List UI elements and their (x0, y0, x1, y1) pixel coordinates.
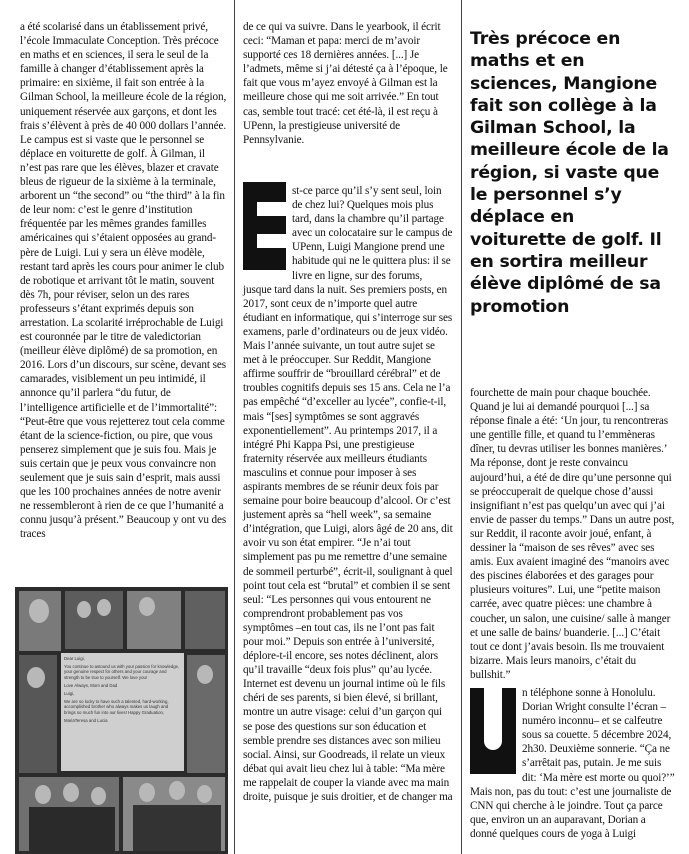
dropcap-u (470, 688, 516, 774)
photo-suits (133, 805, 221, 851)
photo-face (139, 783, 155, 802)
note-body: We are so lucky to have such a talented, hard-working, accomplished brother who always makes us laugh and brings so much fun into our lives! Happy Graduation, (64, 699, 169, 715)
photo-face (97, 599, 111, 616)
photo-face (169, 781, 185, 800)
article-column-3-bottom (470, 686, 675, 841)
photo-suits (29, 807, 115, 851)
body-paragraph: de ce qui va suivre. Dans le yearbook, il écrit ceci: “Maman et papa: merci de m’avoir supporté ces 18 dernières années. [...] Je l’admets, même si j’ai détesté ça à l’époque, le fait que vous m’ayez envoyé à Gilman est la meilleure chose qui me soit arrivée.” En tout cas, semble tout tracé: cet été-là, il est reçu à UPenn, la prestigieuse université de Pennsylvanie. (243, 21, 448, 146)
photo-face (91, 787, 106, 805)
note-signature: MariaTeresa and Lucia (64, 717, 108, 723)
photo-face (27, 667, 45, 688)
photo-face (77, 601, 91, 618)
body-paragraph: a été scolarisé dans un établissement privé, l’école Immaculate Conception. Très précoce en maths et en sciences, il sera le seul de la famille à changer d’établissement après la primaire: en sixième, il fait son entrée à la Gilman School, la meilleure école de la région, uniquement réservée aux garçons, et dont les frais s’élèvent à près de 40 000 dollars l’année. Le campus est si vaste que le personnel se déplace en voiturette de golf. À Gilman, il n’est pas rare que les élèves, blazer et cravate bleus de rigueur de la sixième à la terminale, arborent un “the second” ou “the third” à la fin de leur nom: c’est le genre d’institution fréquentée par les mêmes grandes familles américaines qui s’étaient opposées au grand-père de Luigi. Lui y sera un élève modèle, restant tard après les cours pour animer le club de robotique et arrivant tôt le matin, souvent dès 7h, pour réviser, selon un des rares professeurs s’étant exprimés depuis son arrestation. La scolarité irréprochable de Luigi est couronnée par le titre de valedictorian (meilleur élève diplômé) de sa promotion, en 2016. Lors d’un discours, sur scène, devant ses camarades, visiblement un peu intimidé, il annonce qu’il parlera “du futur, de l’intelligence artificielle et de l’immortalité”: “Peut-être que vous rejetterez tout cela comme étant de la science-fiction, ou pire, que vous penserez simplement que je suis fou. Mais je suis certain que je peux vous convaincre non seulement que je suis sain d’esprit, mais aussi que les 100 prochaines années de notre avenir ne ressembleront à rien de ce que l’humanité a connu jusqu’à présent.” Beaucoup y ont vu des traces (20, 21, 227, 541)
note-body: You continue to astound us with your passion for knowledge, your genuine respect for others and your courage and strength to be true to yourself. We love you! (64, 664, 180, 680)
yearbook-photo (15, 587, 228, 854)
photo-face (35, 785, 51, 804)
article-column-2-main (243, 184, 453, 804)
dropcap-e (243, 182, 286, 270)
note-greeting: Luigi, (64, 691, 75, 697)
column-divider-right (461, 0, 462, 854)
article-column-2-top (243, 20, 453, 147)
yearbook-note (61, 653, 184, 771)
article-column-1 (20, 20, 228, 541)
photo-group-1 (65, 591, 123, 649)
photo-face (139, 597, 155, 616)
column-divider-left (234, 0, 235, 854)
body-paragraph: st-ce parce qu’il s’y sent seul, loin de chez lui? Quelques mois plus tard, dans la chambre qu’il partage avec un colocataire sur le campus de UPenn, Luigi Mangione prend une habitude qui ne le quittera plus: il se livre en ligne, sur des forums, jusque tard dans la nuit. Ses premiers posts, en 2017, sont ceux de n’importe quel autre étudiant en informatique, qui s’interroge sur ses examens, parle d’ordinateurs ou de jeux vidéo. Mais l’année suivante, un tout autre sujet se met à le préoccuper. Sur Reddit, Mangione affirme souffrir de “brouillard cérébral” et de troubles cognitifs depuis ses 15 ans. Cela ne l’a pas empêché “d’exceller au lycée”, confie-t-il, mais “[ses] symptômes se sont aggravés exponentiellement”. Au printemps 2017, il a intégré Phi Kappa Psi, une prestigieuse fraternity réservée aux meilleurs étudiants masculins et connue pour imposer à ses aspirants membres de se réunir deux fois par semaine pour boire beaucoup d’alcool. Or c’est justement après sa “hell week”, sa semaine d’intégration, que Luigi, alors âgé de 20 ans, dit avoir vu son état empirer. “Je n’ai tout simplement pas pu me remettre d’une semaine de sommeil perturbé”, écrit-il, soulignant à quel point tout cela est “brutal” et combien il se sent seul: “Les personnes qui vous entourent ne comprendront probablement pas vos symptômes –en tout cas, ils ne l’ont pas fait pour moi.” Depuis son entrée à l’université, déplore-t-il encore, ses notes déclinent, alors qu’il travaille “deux fois plus” qu’au lycée. Internet est devenu un journal intime où le fils chéri de ses parents, si bien élevé, si brillant, montre un autre visage: celui d’un garçon qui se pose des questions sur son éducation et semble prendre ses distances avec son milieu social. Ainsi, sur Goodreads, il relate un vieux débat qui avait lieu chez lui à table: “Ma mère me rappelait de couper la viande avec ma main droite, puisque je suis droitier, et de changer ma (243, 185, 453, 804)
body-paragraph: n téléphone sonne à Honolulu. Dorian Wright consulte l’écran –numéro inconnu– et se calfeutre sous sa couette. 5 décembre 2024, 2h30. Deuxième sonnerie. “Ça ne s’arrêtait pas, putain. Je me suis dit: ‘Ma mère est morte ou quoi?’” Mais non, pas du tout: c’est une journaliste de CNN qui cherche à le joindre. Tout ça parce que, environ un an auparavant, Dorian a donné quelques cours de yoga à Luigi (470, 687, 675, 840)
body-paragraph: fourchette de main pour chaque bouchée. Quand je lui ai demandé pourquoi [...] sa réponse finale a été: ‘Un jour, tu rencontreras une gentille fille, et quand tu l’emmèneras dîner, tu devras utiliser les bonnes manières.’ Ma réponse, dont je reste convaincu aujourd’hui, a été de dire qu’une personne qui se préoccuperait de quelque chose d’aussi insignifiant n’est pas quelqu’un avec qui j’ai envie de passer du temps.” Dans un autre post, sur Reddit, il raconte avoir joué, enfant, à dessiner la “maison de ses rêves” avec ses amis. Eux avaient imaginé des “manoirs avec des piscines élaborées et des garages pour plusieurs voitures”. Lui, une “petite maison carrée, avec quatre pièces: une chambre à coucher, un salon, une cuisine/ salle à manger et une salle de bains/ buanderie. [...] C’était tout ce dont j’avais besoin. Ils me trouvaient bizarre. Mais leurs manoirs, c’était du bullshit.” (470, 387, 675, 681)
photo-face (197, 785, 212, 803)
note-greeting: Dear Luigi, (64, 656, 85, 661)
photo-face (63, 783, 79, 802)
photo-group-3 (185, 591, 225, 649)
photo-face (197, 665, 213, 684)
photo-group-2 (127, 591, 181, 649)
note-signature: Love Always, Mom and Dad (64, 682, 118, 688)
pull-quote: Très précoce en maths et en sciences, Mangione fait son collège à la Gilman School, la meilleure école de la région, si vaste que le personnel s’y déplace en voiturette de golf. Il en sortira meilleur élève diplômé de sa promotion (470, 29, 669, 317)
article-column-3-mid (470, 386, 675, 682)
photo-face (29, 599, 49, 623)
